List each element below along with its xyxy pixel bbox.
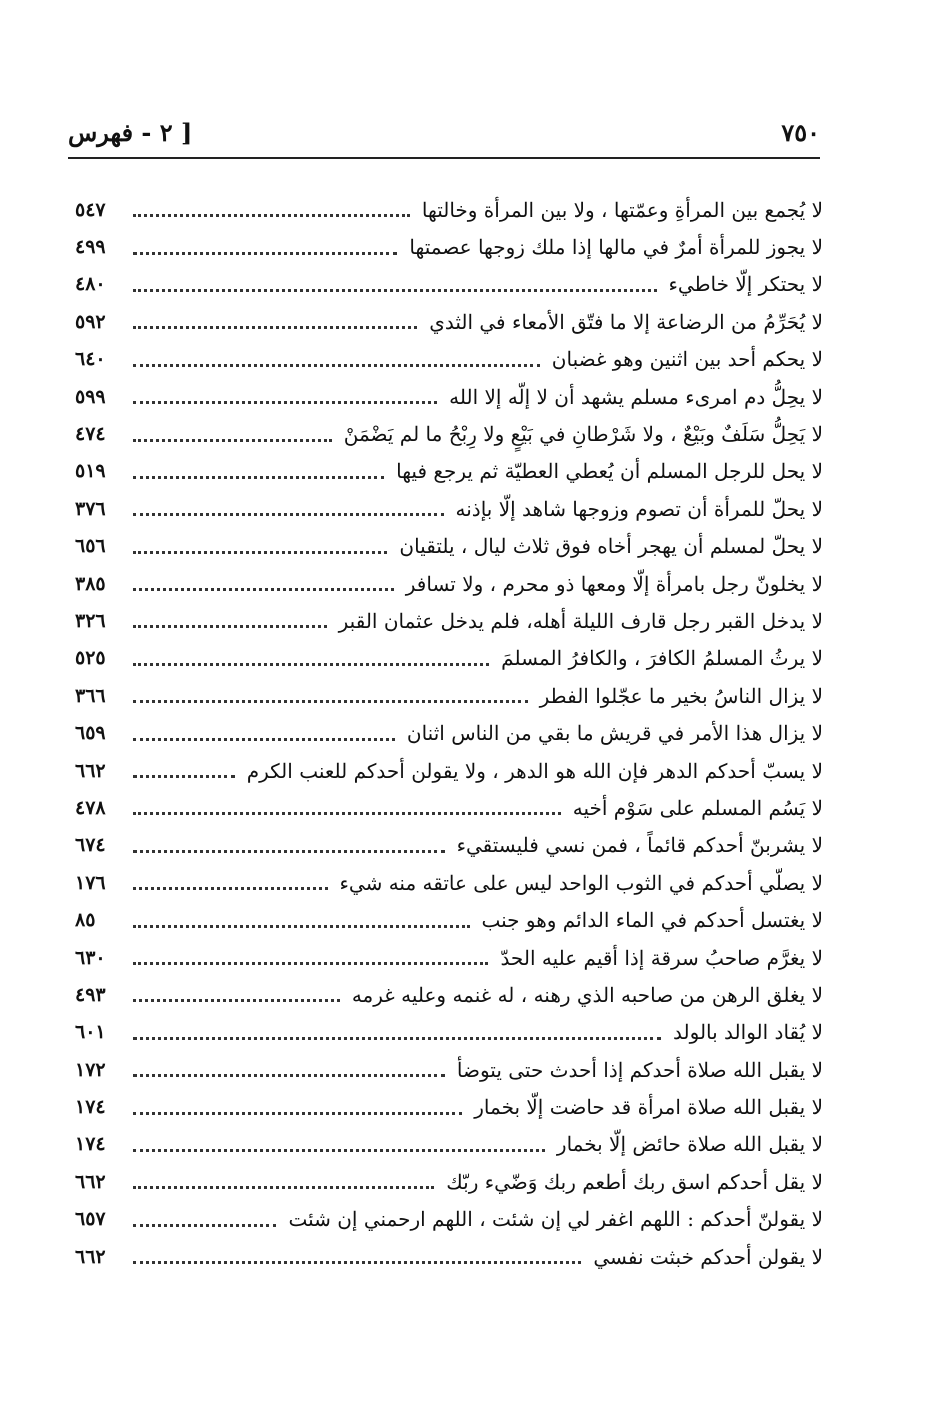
entry-page-number: ١٧٤ (75, 1096, 106, 1119)
entry-text: لا يقولن أحدكم خبثت نفسي (593, 1244, 823, 1269)
index-entry (75, 228, 823, 265)
index-entry (75, 303, 823, 340)
entry-page-number: ٦٤٠ (75, 348, 106, 371)
dot-leader (133, 812, 561, 815)
index-entry (75, 602, 823, 639)
dot-leader (133, 738, 395, 741)
index-entry (75, 1201, 823, 1238)
index-entry (75, 1051, 823, 1088)
index-entry (75, 415, 823, 452)
dot-leader (133, 1261, 581, 1264)
entry-page-number: ٦٦٢ (75, 1170, 106, 1193)
dot-leader (133, 289, 657, 292)
entry-page-number: ١٧٢ (75, 1058, 106, 1081)
dot-leader (133, 700, 528, 703)
entry-text: لا يُقاد الوالد بالولد (673, 1020, 823, 1045)
index-entry (75, 864, 823, 901)
entry-text: لا يحِلُّ دم امرىء مسلم يشهد أن لا إلّه إلا الله (449, 384, 823, 409)
entry-page-number: ٣٦٦ (75, 684, 106, 707)
entry-page-number: ٦٧٤ (75, 834, 106, 857)
entry-page-number: ٤٨٠ (75, 273, 106, 296)
entry-text: لا يقل أحدكم اسق ربك أطعم ربك وَضّيء ربّك (446, 1169, 823, 1194)
dot-leader (133, 252, 397, 255)
index-entry (75, 1088, 823, 1125)
index-entry (75, 677, 823, 714)
dot-leader (133, 513, 444, 516)
index-entry (75, 341, 823, 378)
entry-text: لا يحل للرجل المسلم أن يُعطي العطيّة ثم يرجع فيها (396, 459, 823, 484)
entry-text: لا يقولنّ أحدكم : اللهم اغفر لي إن شئت ، اللهم ارحمني إن شئت (288, 1207, 823, 1232)
entry-text: لا يغتسل أحدكم في الماء الدائم وهو جنب (481, 908, 823, 933)
entry-page-number: ٤٧٤ (75, 423, 106, 446)
entry-text: لا يُحَرِّمُ من الرضاعة إلا ما فتّق الأمعاء في الثدي (429, 309, 823, 334)
entry-page-number: ١٧٦ (75, 871, 106, 894)
entry-page-number: ٨٥ (75, 909, 96, 932)
dot-leader (133, 439, 332, 442)
dot-leader (133, 1186, 434, 1189)
dot-leader (133, 663, 489, 666)
entry-page-number: ٥١٩ (75, 460, 106, 483)
entry-page-number: ٣٧٦ (75, 497, 106, 520)
entry-text: لا يَسُم المسلم على سَوْم أخيه (572, 795, 823, 820)
entry-text: لا يدخل القبر رجل قارف الليلة أهله، فلم يدخل عثمان القبر (338, 608, 823, 633)
entry-page-number: ٦٦٢ (75, 759, 106, 782)
index-entry (75, 1126, 823, 1163)
index-entry (75, 528, 823, 565)
index-entry (75, 1163, 823, 1200)
dot-leader (133, 1112, 462, 1115)
dot-leader (133, 925, 470, 928)
entry-text: لا يخلونّ رجل بامرأة إلّا ومعها ذو محرم ، ولا تسافر (405, 571, 823, 596)
entry-page-number: ٣٨٥ (75, 572, 106, 595)
entry-page-number: ٤٩٩ (75, 236, 106, 259)
dot-leader (133, 401, 437, 404)
index-entry (75, 752, 823, 789)
entry-text: لا يقبل الله صلاة امرأة قد حاضت إلّا بخمار (474, 1095, 823, 1120)
entry-text: لا يقبل الله صلاة أحدكم إذا أحدث حتى يتوضأ (456, 1057, 823, 1082)
entry-page-number: ٤٧٨ (75, 796, 106, 819)
entry-page-number: ٦٥٦ (75, 535, 106, 558)
dot-leader (133, 1224, 276, 1227)
index-entry (75, 640, 823, 677)
index-entry (75, 901, 823, 938)
entry-text: لا يُجمع بين المرأةِ وعمّتها ، ولا بين المرأة وخالتها (421, 197, 823, 222)
entry-text: لا يزال هذا الأمر في قريش ما بقي من الناس اثنان (406, 721, 823, 746)
entry-text: لا يحكم أحد بين اثنين وهو غضبان (551, 347, 823, 372)
entry-page-number: ٥٩٩ (75, 385, 106, 408)
index-entry (75, 565, 823, 602)
dot-leader (133, 850, 445, 853)
entry-text: لا يحتكر إلّا خاطيء (668, 272, 823, 297)
index-entry (75, 789, 823, 826)
entry-text: لا يحلّ للمرأة أن تصوم وزوجها شاهد إلّا بإذنه (455, 496, 823, 521)
entry-page-number: ١٧٤ (75, 1133, 106, 1156)
entry-page-number: ٦٣٠ (75, 946, 106, 969)
entry-page-number: ٦٦٢ (75, 1245, 106, 1268)
index-entry (75, 453, 823, 490)
dot-leader (133, 1074, 445, 1077)
entry-page-number: ٤٩٣ (75, 983, 106, 1006)
index-entry (75, 191, 823, 228)
entry-text: لا يغلق الرهن من صاحبه الذي رهنه ، له غنمه وعليه غرمه (351, 982, 823, 1007)
entry-page-number: ٣٢٦ (75, 609, 106, 632)
entry-text: لا يزال الناسُ بخير ما عجّلوا الفطر (539, 683, 823, 708)
entry-text: لا يرثُ المسلمُ الكافرَ ، والكافرُ المسلمَ (501, 646, 823, 671)
dot-leader (133, 999, 340, 1002)
dot-leader (133, 775, 235, 778)
entry-text: لا يشربنّ أحدكم قائماً ، فمن نسي فليستقيء (456, 833, 823, 858)
index-entry (75, 1014, 823, 1051)
section-title: [ ٢ - فهرس (68, 117, 193, 147)
entry-text: لا يغرَّم صاحبُ سرقة إذا أقيم عليه الحدّ (500, 945, 823, 970)
dot-leader (133, 214, 410, 217)
index-entry (75, 976, 823, 1013)
entry-page-number: ٦٠١ (75, 1021, 106, 1044)
dot-leader (133, 625, 327, 628)
entry-page-number: ٥٩٢ (75, 310, 106, 333)
page-number: ٧٥٠ (781, 117, 820, 147)
dot-leader (133, 476, 384, 479)
index-entry (75, 827, 823, 864)
dot-leader (133, 551, 387, 554)
entry-text: لا يقبل الله صلاة حائض إلّا بخمار (556, 1132, 823, 1157)
entry-text: لا يحلّ لمسلم أن يهجر أخاه فوق ثلاث ليال ، يلتقيان (399, 534, 823, 559)
dot-leader (133, 887, 328, 890)
entry-text: لا يسبّ أحدكم الدهر فإن الله هو الدهر ، ولا يقولن أحدكم للعنب الكرم (246, 758, 823, 783)
index-list (75, 191, 823, 1275)
dot-leader (133, 588, 394, 591)
dot-leader (133, 326, 417, 329)
entry-text: لا يَحِلُّ سَلَفٌ وبَيْعٌ ، ولا شَرْطانِ في بَيْعٍ ولا رِبْحُ ما لم يَضْمَنْ (343, 422, 823, 447)
dot-leader (133, 364, 540, 367)
page-header (68, 112, 820, 152)
header-rule (68, 157, 820, 159)
entry-page-number: ٥٤٧ (75, 198, 106, 221)
entry-page-number: ٦٥٧ (75, 1208, 106, 1231)
index-entry (75, 490, 823, 527)
index-entry (75, 266, 823, 303)
index-entry (75, 939, 823, 976)
entry-text: لا يصلّي أحدكم في الثوب الواحد ليس على عاتقه منه شيء (339, 870, 823, 895)
dot-leader (133, 1037, 661, 1040)
dot-leader (133, 1149, 545, 1152)
index-entry (75, 378, 823, 415)
dot-leader (133, 962, 488, 965)
entry-text: لا يجوز للمرأة أمرٌ في مالها إذا ملك زوجها عصمتها (409, 235, 823, 260)
entry-page-number: ٥٢٥ (75, 647, 106, 670)
index-entry (75, 714, 823, 751)
index-entry (75, 1238, 823, 1275)
entry-page-number: ٦٥٩ (75, 722, 106, 745)
